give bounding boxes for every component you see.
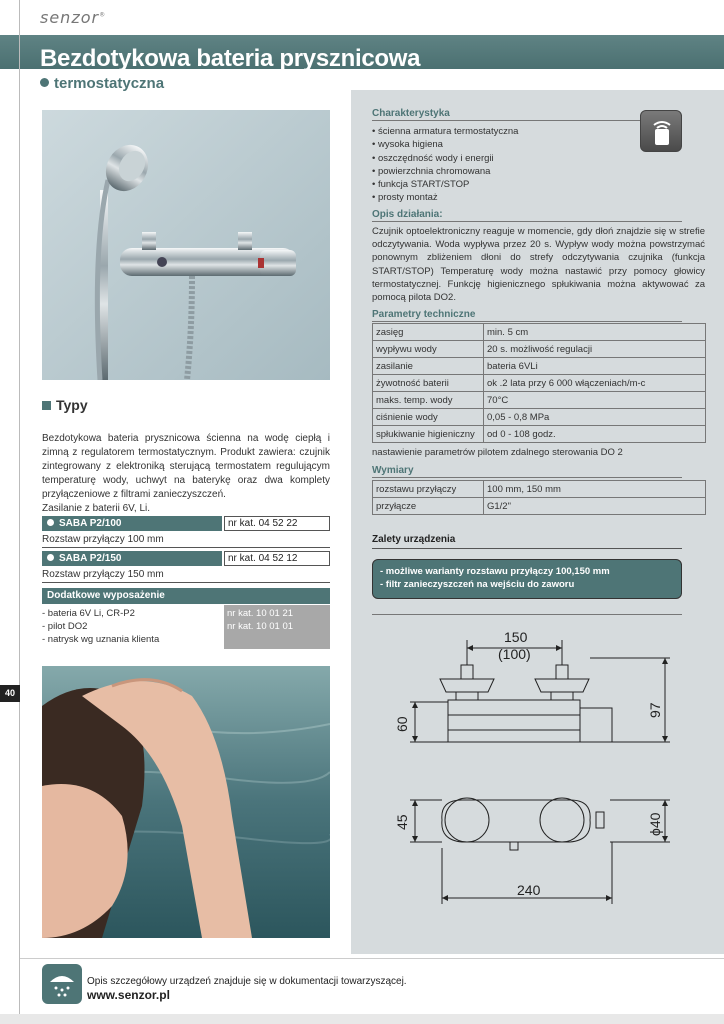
advantages-box	[372, 559, 682, 599]
param-name: wypływu wody	[373, 341, 484, 358]
param-name: spłukiwanie higieniczny	[373, 426, 484, 443]
lifestyle-photo	[42, 666, 330, 938]
types-heading: Typy	[42, 397, 88, 413]
description-power: Zasilanie z baterii 6V, Li.	[42, 503, 151, 514]
param-name: ciśnienie wody	[373, 409, 484, 426]
description-paragraph: Bezdotykowa bateria prysznicowa ścienna na wodę ciepłą i zimną z regulatorem termostatycznym. Produkt zawiera: czujnik zintegrowany z elektroniką sterującą termostatem regulującym temperaturę wody, uchwyt na baterykę oraz dwa komplety przyłączeniowe z filtrami zanieczyszczeń.	[42, 433, 330, 500]
dimension-label: 240	[517, 882, 541, 898]
table-row	[373, 375, 706, 392]
list-item: • prosty montaż	[372, 192, 438, 204]
dimension-label: 150	[504, 629, 528, 645]
param-name: przyłącze	[373, 498, 484, 515]
param-name: zasilanie	[373, 358, 484, 375]
product-name: SABA P2/100	[42, 516, 222, 531]
accessory-name: - natrysk wg uznania klienta	[42, 634, 160, 645]
param-value: 0,05 - 0,8 MPa	[484, 409, 706, 426]
product-catalog-number: nr kat. 04 52 12	[224, 551, 330, 566]
accessory-catalog-number: nr kat. 10 01 01	[227, 621, 294, 632]
table-row	[373, 409, 706, 426]
accessory-catalog-number: nr kat. 10 01 21	[227, 608, 294, 619]
square-bullet-icon	[42, 401, 51, 410]
dimension-label: 45	[394, 814, 410, 830]
product-detail: Rozstaw przyłączy 100 mm	[42, 534, 330, 548]
param-value: 100 mm, 150 mm	[484, 481, 706, 498]
footer-band	[0, 1014, 724, 1024]
table-row	[373, 358, 706, 375]
bullet-icon	[47, 554, 54, 561]
page-subtitle: termostatyczna	[40, 75, 164, 92]
dimensions-heading: Wymiary	[372, 465, 682, 478]
param-value: ok .2 lata przy 6 000 włączeniach/m-c	[484, 375, 706, 392]
operation-text: Czujnik optoelektroniczny reaguje w momencie, gdy dłoń znajdzie się w strefie odczytywania. Woda wypływa przez 20 s. Wypływ wody można powstrzymać ponownym zbliżeniem dłoni do strefy odczytywania czujnika (funkcja START/STOP) Temperaturę wody można nastawić przy pomocy głowicy termostatycznej. Funkcję higienicznego spłukiwania można aktywować za pomocą pilota DO2.	[372, 226, 705, 304]
shower-icon	[42, 964, 82, 1004]
tech-note: nastawienie parametrów pilotem zdalnego sterowania DO 2	[372, 447, 623, 458]
separator	[372, 614, 682, 615]
param-value: 20 s. możliwość regulacji	[484, 341, 706, 358]
page-number: 40	[0, 685, 20, 702]
types-description	[42, 432, 330, 516]
dimension-label: 60	[394, 716, 410, 732]
table-row	[373, 392, 706, 409]
dimension-label: (100)	[498, 646, 531, 662]
product-photo	[42, 110, 330, 380]
list-item: • powierzchnia chromowana	[372, 165, 491, 177]
param-value: 70°C	[484, 392, 706, 409]
param-value: G1/2"	[484, 498, 706, 515]
param-name: żywotność baterii	[373, 375, 484, 392]
tech-table	[372, 323, 706, 443]
characteristics-list	[372, 125, 632, 205]
accessories-heading: Dodatkowe wyposażenie	[42, 588, 330, 604]
product-row	[42, 516, 330, 531]
list-item: • ścienna armatura termostatyczna	[372, 126, 519, 137]
bullet-icon	[47, 519, 54, 526]
param-value: bateria 6VLi	[484, 358, 706, 375]
accessory-name: - bateria 6V Li, CR-P2	[42, 608, 135, 619]
list-item: • oszczędność wody i energii	[372, 152, 494, 164]
advantage-item: - możliwe warianty rozstawu przyłączy 100,150 mm	[380, 566, 610, 577]
footer-note: Opis szczegółowy urządzeń znajduje się w dokumentacji towarzyszącej.	[87, 976, 407, 987]
table-row	[373, 481, 706, 498]
product-name: SABA P2/150	[42, 551, 222, 566]
param-name: maks. temp. wody	[373, 392, 484, 409]
table-row	[373, 426, 706, 443]
tech-heading: Parametry techniczne	[372, 309, 682, 322]
product-catalog-number: nr kat. 04 52 22	[224, 516, 330, 531]
footer-link[interactable]: www.senzor.pl	[87, 988, 170, 1002]
dimension-label: ϕ40	[647, 812, 663, 836]
advantage-item: - filtr zanieczyszczeń na wejściu do zaworu	[380, 579, 575, 590]
technical-drawing	[370, 620, 710, 910]
product-row	[42, 551, 330, 566]
page-title: Bezdotykowa bateria prysznicowa	[40, 45, 421, 72]
table-row	[373, 324, 706, 341]
param-name: rozstawu przyłączy	[373, 481, 484, 498]
footer-divider	[20, 958, 724, 959]
margin-line	[19, 0, 20, 1024]
operation-heading: Opis działania:	[372, 209, 682, 222]
table-row	[373, 341, 706, 358]
product-detail: Rozstaw przyłączy 150 mm	[42, 569, 330, 583]
dimensions-table	[372, 480, 706, 515]
table-row	[373, 498, 706, 515]
param-value: od 0 - 108 godz.	[484, 426, 706, 443]
accessories-names	[42, 605, 222, 649]
list-item: • wysoka higiena	[372, 139, 443, 151]
param-value: min. 5 cm	[484, 324, 706, 341]
param-name: zasięg	[373, 324, 484, 341]
dimension-label: 97	[647, 702, 663, 718]
bullet-icon	[40, 78, 49, 87]
advantages-heading: Zalety urządzenia	[372, 534, 682, 549]
accessories-catalog	[224, 605, 330, 649]
brand-logo: senzor®	[40, 8, 107, 27]
accessory-name: - pilot DO2	[42, 621, 88, 632]
list-item: • funkcja START/STOP	[372, 179, 470, 191]
accessories-table	[42, 605, 330, 649]
remote-control-icon	[640, 110, 682, 152]
characteristics-heading: Charakterystyka	[372, 108, 682, 121]
